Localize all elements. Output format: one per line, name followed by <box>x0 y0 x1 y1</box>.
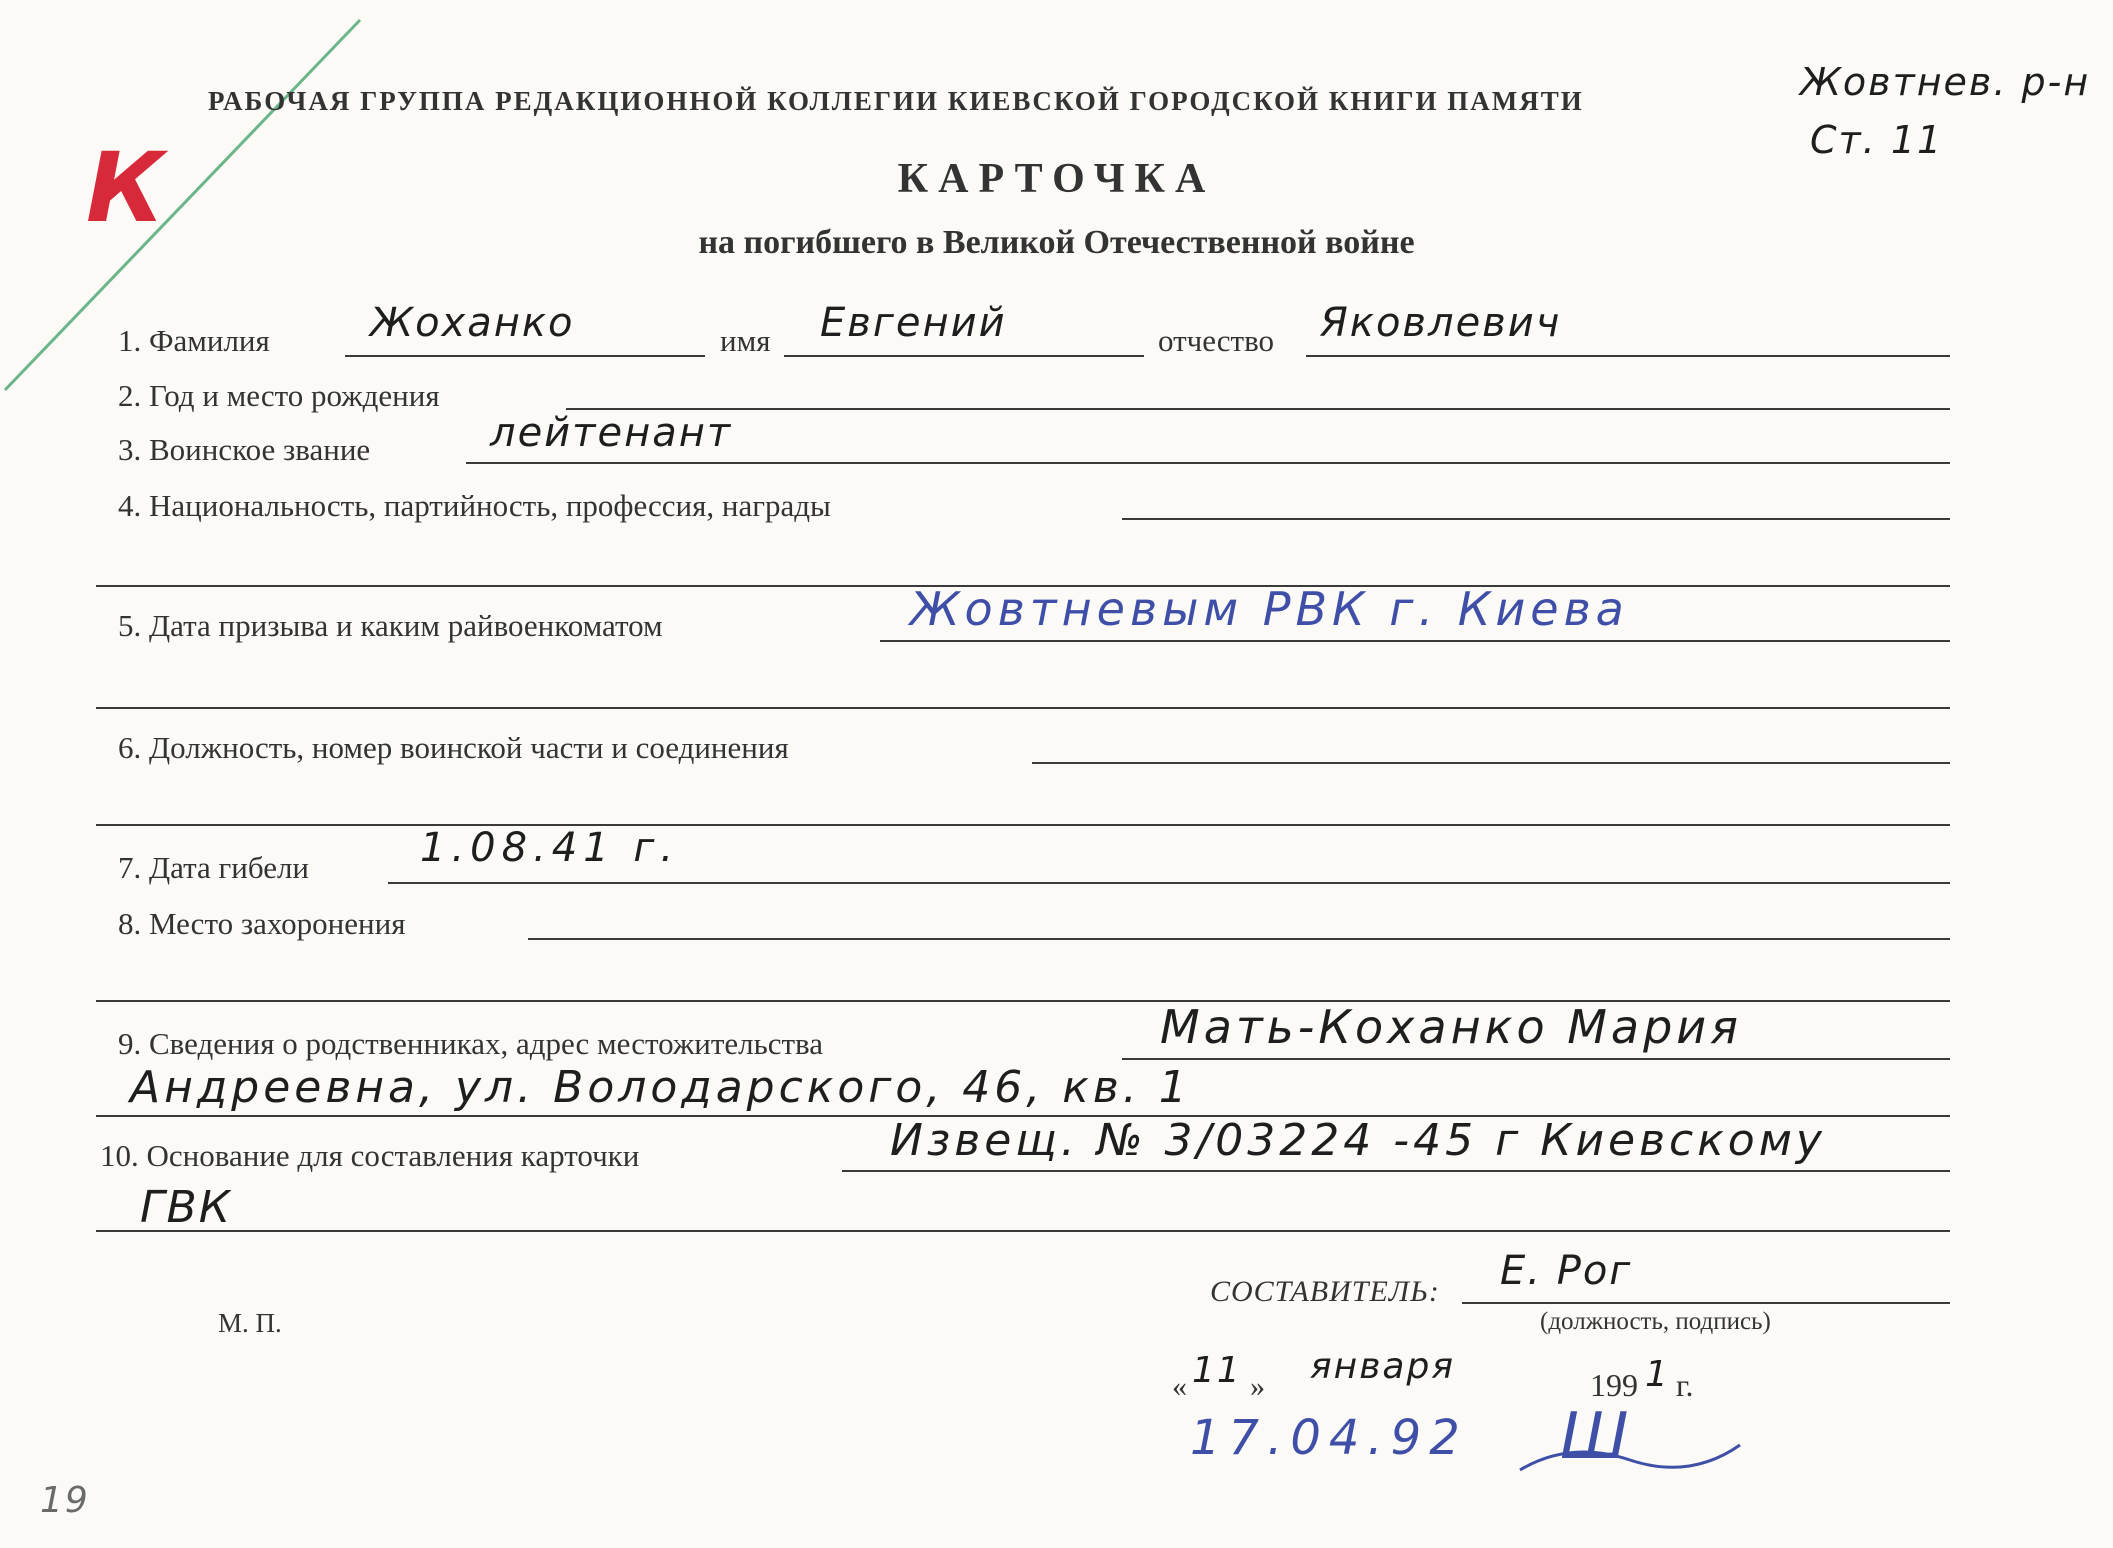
date-quote-open: « <box>1172 1370 1187 1403</box>
field-nationality-line <box>1122 518 1950 520</box>
field-relatives-line <box>1122 1058 1950 1060</box>
field-burial-line <box>528 938 1950 940</box>
field-basis-label: 10. Основание для составления карточки <box>100 1138 640 1173</box>
field-nationality-label: 4. Национальность, партийность, профессия, награды <box>118 488 831 523</box>
red-letter-mark: К <box>86 132 165 244</box>
card-subtitle: на погибшего в Великой Отечественной войне <box>698 224 1415 261</box>
field-draft-value: Жовтневым РВК г. Киева <box>910 582 1629 636</box>
field-death-date-value: 1.08.41 г. <box>420 825 680 871</box>
field-rank-label: 3. Воинское звание <box>118 432 371 467</box>
field-basis-value-2: ГВК <box>140 1182 232 1233</box>
date-year-suffix: г. <box>1676 1367 1694 1403</box>
field-position-label: 6. Должность, номер воинской части и соединения <box>118 730 789 765</box>
field-surname-line <box>345 355 705 357</box>
field-basis-line-2 <box>96 1230 1950 1232</box>
date-year-prefix: 199 <box>1590 1367 1638 1403</box>
review-date: 17.04.92 <box>1190 1410 1468 1466</box>
corner-note-page: Ст. 11 <box>1810 118 1944 162</box>
field-relatives-label: 9. Сведения о родственниках, адрес местожительства <box>118 1026 824 1061</box>
field-death-date-line <box>388 882 1950 884</box>
review-signature-stroke <box>1510 1420 1750 1500</box>
field-name-line <box>784 355 1144 357</box>
field-relatives-value-2: Андреевна, ул. Володарского, 46, кв. 1 <box>130 1062 1191 1113</box>
field-position-line-2 <box>96 824 1950 826</box>
compiler-signature: Е. Рог <box>1500 1248 1633 1294</box>
field-patronymic-line <box>1306 355 1950 357</box>
review-initials: Ш <box>1560 1400 1631 1474</box>
field-rank-value: лейтенант <box>490 410 733 456</box>
field-basis-line <box>842 1170 1950 1172</box>
margin-number: 19 <box>40 1480 90 1521</box>
field-name-value: Евгений <box>820 300 1007 346</box>
date-day: 11 <box>1192 1350 1242 1391</box>
compiler-label: СОСТАВИТЕЛЬ: <box>1210 1275 1440 1308</box>
date-quote-close: » <box>1250 1370 1265 1403</box>
field-burial-label: 8. Место захоронения <box>118 906 406 941</box>
corner-note-district: Жовтнев. р-н <box>1800 60 2091 104</box>
field-surname-value: Жоханко <box>370 300 575 346</box>
field-basis-value-1: Извещ. № 3/03224 -45 г Киевскому <box>890 1115 1826 1166</box>
card-title: КАРТОЧКА <box>897 156 1216 202</box>
field-relatives-value-1: Мать-Коханко Мария <box>1160 1000 1742 1054</box>
field-position-line <box>1032 762 1950 764</box>
field-patronymic-value: Яковлевич <box>1320 300 1562 346</box>
organization-header: РАБОЧАЯ ГРУППА РЕДАКЦИОННОЙ КОЛЛЕГИИ КИЕВСКОЙ ГОРОДСКОЙ КНИГИ ПАМЯТИ <box>208 86 1584 116</box>
field-death-date-label: 7. Дата гибели <box>118 850 310 885</box>
field-rank-line <box>466 462 1950 464</box>
field-draft-line <box>880 640 1950 642</box>
date-year-handwritten: 1 <box>1645 1354 1670 1395</box>
stamp-place: М. П. <box>218 1308 282 1338</box>
field-birth-label: 2. Год и место рождения <box>118 378 440 413</box>
field-surname-label: 1. Фамилия <box>118 323 270 358</box>
field-birth-line <box>566 408 1950 410</box>
field-name-label: имя <box>720 323 771 358</box>
date-month: января <box>1310 1346 1455 1387</box>
field-draft-line-2 <box>96 707 1950 709</box>
compiler-caption: (должность, подпись) <box>1540 1308 1771 1335</box>
field-patronymic-label: отчество <box>1158 323 1274 358</box>
compiler-line <box>1462 1302 1950 1304</box>
field-draft-label: 5. Дата призыва и каким райвоенкоматом <box>118 608 663 643</box>
